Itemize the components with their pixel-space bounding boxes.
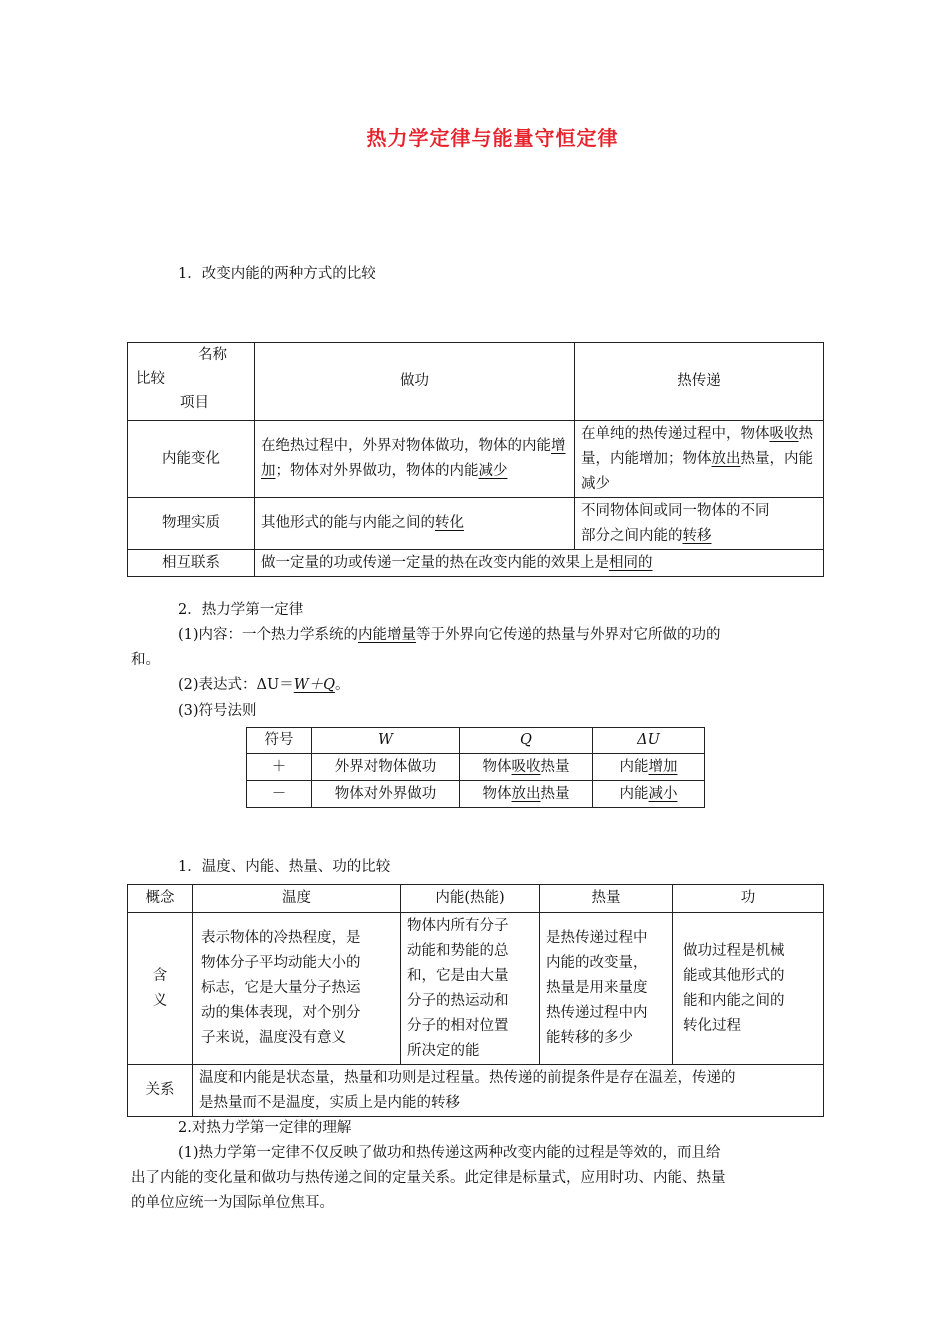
sign-plus-q: 物体吸收热量 — [460, 754, 593, 781]
relation-label: 关系 — [128, 1065, 193, 1117]
diagonal-header-cell — [128, 343, 255, 421]
header-heat: 热传递 — [575, 343, 824, 421]
comparison-table-1 — [127, 342, 824, 577]
sign-plus: ＋ — [247, 754, 312, 781]
heat-meaning: 是热传递过程中 内能的改变量， 热量是用来量度 热传递过程中内 能转移的多少 — [540, 913, 673, 1065]
section4-heading: 2.对热力学第一定律的理解 — [178, 1120, 352, 1136]
cell-heat-essence: 不同物体间或同一物体的不同 部分之间内能的转移 — [575, 498, 824, 550]
sign-header-du: ΔU — [593, 728, 705, 754]
page-title: 热力学定律与能量守恒定律 — [366, 126, 619, 150]
internal-header: 内能(热能) — [401, 885, 540, 913]
concept-header: 概念 — [128, 885, 193, 913]
section2-heading: 2．热力学第一定律 — [178, 602, 304, 618]
cell-heat-internal-change: 在单纯的热传递过程中，物体吸收热量，内能增加；物体放出热量，内能减少 — [575, 421, 824, 498]
sign-minus: － — [247, 781, 312, 808]
cell-work-essence: 其他形式的能与内能之间的转化 — [255, 498, 575, 550]
sign-minus-q: 物体放出热量 — [460, 781, 593, 808]
relation-text: 温度和内能是状态量，热量和功则是过程量。热传递的前提条件是存在温差，传递的 是热量而不是温度，实质上是内能的转移 — [193, 1065, 824, 1117]
row-label-internal-change: 内能变化 — [128, 421, 255, 498]
cell-work-internal-change: 在绝热过程中，外界对物体做功，物体的内能增加；物体对外界做功，物体的内能减少 — [255, 421, 575, 498]
temp-meaning: 表示物体的冷热程度，是 物体分子平均动能大小的 标志，它是大量分子热运 动的集体表现，对个别分 子来说，温度没有意义 — [193, 913, 401, 1065]
work-header: 功 — [673, 885, 824, 913]
sign-minus-w: 物体对外界做功 — [312, 781, 460, 808]
sign-minus-du: 内能减小 — [593, 781, 705, 808]
header-work: 做功 — [255, 343, 575, 421]
header-name: 名称 — [198, 347, 227, 363]
cell-relation: 做一定量的功或传递一定量的热在改变内能的效果上是相同的 — [255, 550, 824, 577]
sign-plus-du: 内能增加 — [593, 754, 705, 781]
sign-header-w: W — [312, 728, 460, 754]
understanding-para-line3: 的单位应统一为国际单位焦耳。 — [131, 1195, 334, 1211]
sign-rule-heading: (3)符号法则 — [178, 703, 257, 719]
heat-header: 热量 — [540, 885, 673, 913]
comparison-table-2 — [127, 884, 824, 1117]
header-item: 项目 — [180, 395, 209, 411]
row-label-physical-essence: 物理实质 — [128, 498, 255, 550]
law-expression: (2)表达式：ΔU＝W＋Q。 — [178, 677, 350, 693]
section1-heading: 1．改变内能的两种方式的比较 — [178, 266, 376, 282]
understanding-para-line1: (1)热力学第一定律不仅反映了做功和热传递这两种改变内能的过程是等效的，而且给 — [178, 1145, 721, 1161]
temp-header: 温度 — [193, 885, 401, 913]
meaning-label: 含 义 — [128, 913, 193, 1065]
internal-meaning: 物体内所有分子 动能和势能的总 和，它是由大量 分子的热运动和 分子的相对位置 所决定的能 — [401, 913, 540, 1065]
understanding-para-line2: 出了内能的变化量和做功与热传递之间的定量关系。此定律是标量式，应用时功、内能、热量 — [131, 1170, 726, 1186]
work-meaning: 做功过程是机械 能或其他形式的 能和内能之间的 转化过程 — [673, 913, 824, 1065]
sign-rule-table — [246, 727, 705, 808]
section3-heading: 1．温度、内能、热量、功的比较 — [178, 859, 391, 875]
law-content: (1)内容：一个热力学系统的内能增量等于外界向它传递的热量与外界对它所做的功的 — [178, 627, 721, 643]
header-compare: 比较 — [136, 371, 165, 387]
law-content-end: 和。 — [131, 652, 160, 668]
sign-plus-w: 外界对物体做功 — [312, 754, 460, 781]
sign-header-symbol: 符号 — [247, 728, 312, 754]
row-label-relation: 相互联系 — [128, 550, 255, 577]
sign-header-q: Q — [460, 728, 593, 754]
